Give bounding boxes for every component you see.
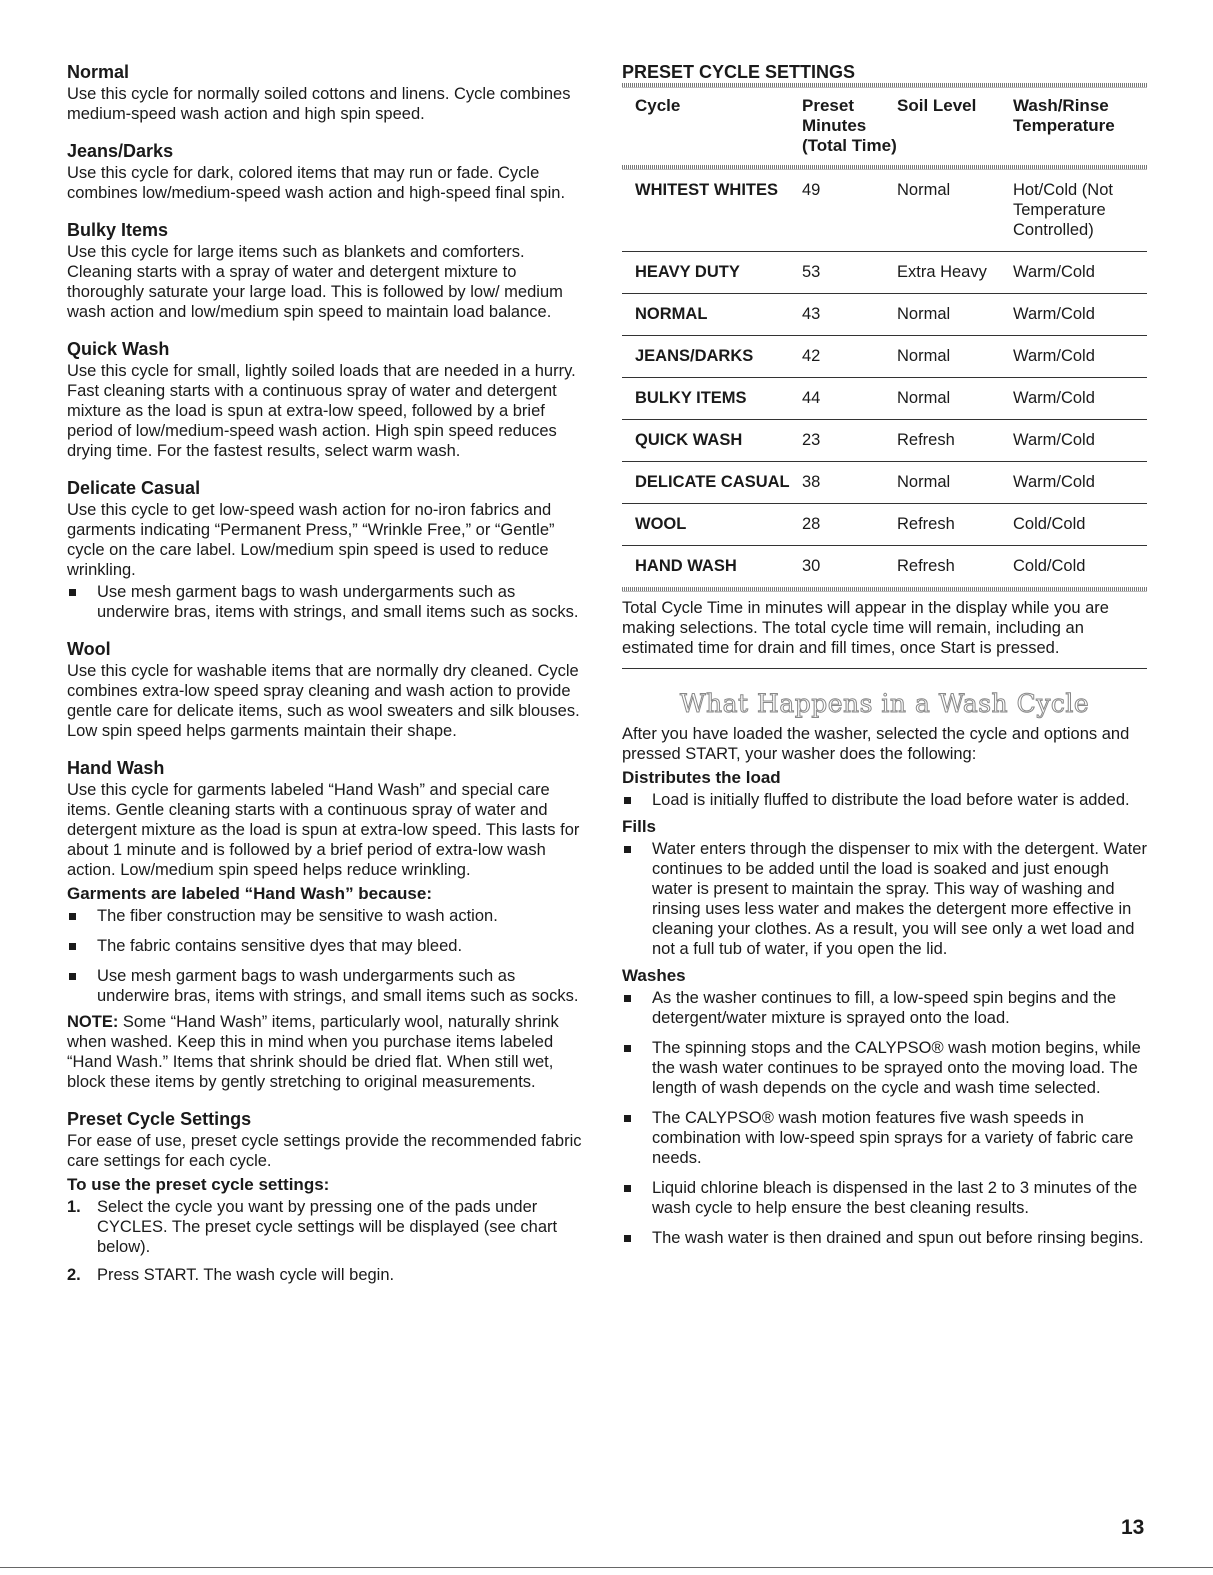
cell-temp: Warm/Cold — [1013, 294, 1147, 336]
cell-minutes: 28 — [802, 504, 897, 546]
note-text: Some “Hand Wash” items, particularly wool, naturally shrink when washed. Keep this in mind when you purchase items labeled “Hand Wash.” Items that shrink should be dried flat. When still wet, block these items by gently stretching to original measurements. — [67, 1013, 559, 1091]
cell-soil: Normal — [897, 378, 1013, 420]
cell-minutes: 23 — [802, 420, 897, 462]
bullet-text: The spinning stops and the CALYPSO® wash motion begins, while the wash water continues to be sprayed onto the moving load. The length of wash depends on the cycle and wash time selected. — [652, 1039, 1141, 1097]
fills-bullets — [622, 839, 1147, 959]
table-header-row — [622, 88, 1147, 165]
step-text: Select the cycle you want by pressing one of the pads under CYCLES. The preset cycle settings will be displayed (see chart below). — [97, 1198, 558, 1256]
cell-minutes: 38 — [802, 462, 897, 504]
cell-temp: Warm/Cold — [1013, 252, 1147, 294]
cell-minutes: 42 — [802, 336, 897, 378]
hand-subheading: Garments are labeled “Hand Wash” because: — [67, 884, 432, 903]
what-intro: After you have loaded the washer, selected the cycle and options and pressed START, your washer does the following: — [622, 725, 1130, 763]
bullet-item — [622, 988, 1147, 1028]
section-delicate-casual — [67, 477, 589, 622]
cell-temp: Warm/Cold — [1013, 336, 1147, 378]
preset-heading: Preset Cycle Settings — [67, 1109, 252, 1129]
table-bottom-rule — [622, 587, 1147, 592]
table-row — [622, 294, 1147, 336]
section-quick-wash — [67, 338, 589, 461]
section-bulky-items — [67, 219, 589, 322]
step-text: Press START. The wash cycle will begin. — [97, 1266, 395, 1284]
cell-soil: Extra Heavy — [897, 252, 1013, 294]
wool-body: Use this cycle for washable items that are normally dry cleaned. Cycle combines extra-low speed spray cleaning and wash action to provide gentle care for delicate items, such as wool sweaters and silk blouses. Low spin speed helps garments maintain their shape. — [67, 662, 580, 740]
bullet-item — [67, 966, 589, 1006]
bullet-text: As the washer continues to fill, a low-speed spin begins and the detergent/water mixture is sprayed onto the load. — [652, 989, 1117, 1027]
bullet-item — [622, 1228, 1147, 1248]
cell-temp: Warm/Cold — [1013, 462, 1147, 504]
right-column — [622, 61, 1147, 1258]
table-title: PRESET CYCLE SETTINGS — [622, 62, 856, 82]
cell-temp: Cold/Cold — [1013, 504, 1147, 546]
hand-bullets — [67, 906, 589, 1006]
cell-cycle: HEAVY DUTY — [622, 252, 802, 294]
table-row — [622, 170, 1147, 252]
section-normal — [67, 61, 589, 124]
hand-body: Use this cycle for garments labeled “Hand Wash” and special care items. Gentle cleaning starts with a continuous spray of water and detergent mixture as the load is spun at extra-low speed. This lasts for about 1 minute and is followed by a brief period of extra-low wash action. Low/medium spin speed helps reduce wrinkling. — [67, 781, 580, 879]
cell-soil: Normal — [897, 294, 1013, 336]
header-soil: Soil Level — [897, 96, 977, 115]
table-row — [622, 336, 1147, 378]
cell-soil: Normal — [897, 462, 1013, 504]
step-item — [67, 1197, 589, 1257]
bullet-item — [67, 906, 589, 926]
delicate-bullets — [67, 582, 589, 622]
bullet-square-icon — [624, 797, 631, 804]
cell-minutes: 53 — [802, 252, 897, 294]
what-happens-title: What Happens in a Wash Cycle — [679, 689, 1090, 718]
bullet-item — [622, 790, 1147, 810]
cell-soil: Normal — [897, 170, 1013, 252]
distributes-heading: Distributes the load — [622, 768, 781, 787]
cell-cycle: BULKY ITEMS — [622, 378, 802, 420]
cell-minutes: 30 — [802, 557, 821, 575]
cell-temp: Hot/Cold (Not Temperature Controlled) — [1013, 170, 1147, 252]
washes-heading: Washes — [622, 966, 686, 985]
hand-heading: Hand Wash — [67, 758, 165, 778]
bullet-square-icon — [624, 1235, 631, 1242]
bullet-square-icon — [624, 846, 631, 853]
quick-body: Use this cycle for small, lightly soiled loads that are needed in a hurry. Fast cleaning starts with a continuous spray of water and detergent mixture as the load is spun at extra-low speed, followed by a brief period of low/medium-speed wash action. High spin speed reduces drying time. For the fastest results, select warm wash. — [67, 362, 576, 460]
bullet-item — [622, 1178, 1147, 1218]
section-jeans-darks — [67, 140, 589, 203]
cell-cycle: JEANS/DARKS — [622, 336, 802, 378]
washes-bullets — [622, 988, 1147, 1248]
delicate-heading: Delicate Casual — [67, 478, 201, 498]
bullet-square-icon — [624, 1185, 631, 1192]
bullet-text: Load is initially fluffed to distribute the load before water is added. — [652, 791, 1130, 809]
bullet-text: The fabric contains sensitive dyes that may bleed. — [97, 937, 463, 955]
step-item — [67, 1265, 589, 1285]
section-hand-wash — [67, 757, 589, 1092]
cell-cycle: HAND WASH — [635, 557, 737, 575]
bullet-text: Liquid chlorine bleach is dispensed in the last 2 to 3 minutes of the wash cycle to help ensure the best cleaning results. — [652, 1179, 1138, 1217]
section-wool — [67, 638, 589, 741]
bullet-square-icon — [624, 1045, 631, 1052]
bullet-square-icon — [69, 913, 76, 920]
table-row — [622, 462, 1147, 504]
bullet-item — [67, 936, 589, 956]
jeans-body: Use this cycle for dark, colored items that may run or fade. Cycle combines low/medium-speed wash action and high-speed final spin. — [67, 164, 566, 202]
table-note: Total Cycle Time in minutes will appear in the display while you are making selections. The total cycle time will remain, including an estimated time for drain and fill times, once Start is pressed. — [622, 598, 1147, 669]
bullet-text: The wash water is then drained and spun out before rinsing begins. — [652, 1229, 1144, 1247]
preset-subheading: To use the preset cycle settings: — [67, 1175, 330, 1194]
preset-steps — [67, 1197, 589, 1285]
jeans-heading: Jeans/Darks — [67, 141, 174, 161]
page-bottom-rule — [0, 1567, 1213, 1568]
cell-cycle: DELICATE CASUAL — [622, 462, 802, 504]
section-preset-cycle-settings — [67, 1108, 589, 1285]
cell-soil: Refresh — [897, 504, 1013, 546]
cell-soil: Refresh — [897, 557, 955, 575]
cell-cycle: WHITEST WHITES — [622, 170, 802, 252]
cell-temp: Cold/Cold — [1013, 557, 1086, 575]
bullet-square-icon — [69, 589, 76, 596]
bulky-heading: Bulky Items — [67, 220, 169, 240]
table-row — [622, 546, 1147, 588]
cell-minutes: 49 — [802, 170, 897, 252]
table-row — [622, 252, 1147, 294]
bullet-square-icon — [624, 995, 631, 1002]
fills-heading: Fills — [622, 817, 657, 836]
bullet-square-icon — [69, 943, 76, 950]
cell-cycle: NORMAL — [622, 294, 802, 336]
bullet-item — [622, 839, 1147, 959]
step-number: 2. — [67, 1266, 81, 1284]
bullet-text: Use mesh garment bags to wash undergarments such as underwire bras, items with strings, and small items such as socks. — [97, 583, 579, 621]
bullet-square-icon — [69, 973, 76, 980]
bullet-text: The fiber construction may be sensitive to wash action. — [97, 907, 498, 925]
normal-body: Use this cycle for normally soiled cottons and linens. Cycle combines medium-speed wash action and high spin speed. — [67, 85, 571, 123]
header-temp: Wash/Rinse Temperature — [1013, 96, 1115, 135]
distributes-bullets — [622, 790, 1147, 810]
header-minutes: Preset Minutes (Total Time) — [802, 96, 897, 155]
table-row — [622, 378, 1147, 420]
normal-heading: Normal — [67, 62, 130, 82]
cell-cycle: QUICK WASH — [622, 420, 802, 462]
bullet-text: Use mesh garment bags to wash undergarments such as underwire bras, items with strings, and small items such as socks. — [97, 967, 579, 1005]
cell-soil: Refresh — [897, 420, 1013, 462]
hand-note — [67, 1012, 589, 1092]
quick-heading: Quick Wash — [67, 339, 170, 359]
page-number: 13 — [1121, 1516, 1145, 1539]
bullet-square-icon — [624, 1115, 631, 1122]
bullet-item — [622, 1108, 1147, 1168]
header-cycle: Cycle — [635, 96, 681, 115]
note-label: NOTE: — [67, 1013, 119, 1031]
cell-soil: Normal — [897, 336, 1013, 378]
table-row — [622, 420, 1147, 462]
cell-temp: Warm/Cold — [1013, 420, 1147, 462]
cell-minutes: 44 — [802, 378, 897, 420]
preset-body: For ease of use, preset cycle settings provide the recommended fabric care settings for each cycle. — [67, 1132, 582, 1170]
bullet-text: The CALYPSO® wash motion features five wash speeds in combination with low-speed spin sprays for a variety of fabric care needs. — [652, 1109, 1134, 1167]
step-number: 1. — [67, 1198, 81, 1216]
bulky-body: Use this cycle for large items such as blankets and comforters. Cleaning starts with a spray of water and detergent mixture to thoroughly saturate your large load. This is followed by low/ medium wash action and low/medium spin speed to maintain load balance. — [67, 243, 563, 321]
cell-temp: Warm/Cold — [1013, 378, 1147, 420]
cell-cycle: WOOL — [622, 504, 802, 546]
wool-heading: Wool — [67, 639, 111, 659]
preset-cycle-table-body — [622, 170, 1147, 587]
cell-minutes: 43 — [802, 294, 897, 336]
preset-cycle-table — [622, 88, 1147, 165]
bullet-item — [67, 582, 589, 622]
left-column — [67, 61, 589, 1301]
table-row — [622, 504, 1147, 546]
bullet-item — [622, 1038, 1147, 1098]
bullet-text: Water enters through the dispenser to mix with the detergent. Water continues to be added until the load is soaked and just enough water is present to maintain the spray. This way of washing and rinsing uses less water and makes the detergent more effective in cleaning your clothes. As a result, you will see only a wet load and not a full tub of water, if you open the lid. — [652, 840, 1147, 958]
delicate-body: Use this cycle to get low-speed wash action for no-iron fabrics and garments indicating “Permanent Press,” “Wrinkle Free,” or “Gentle” cycle on the care label. Low/medium spin speed is used to reduce wrinkling. — [67, 501, 555, 579]
